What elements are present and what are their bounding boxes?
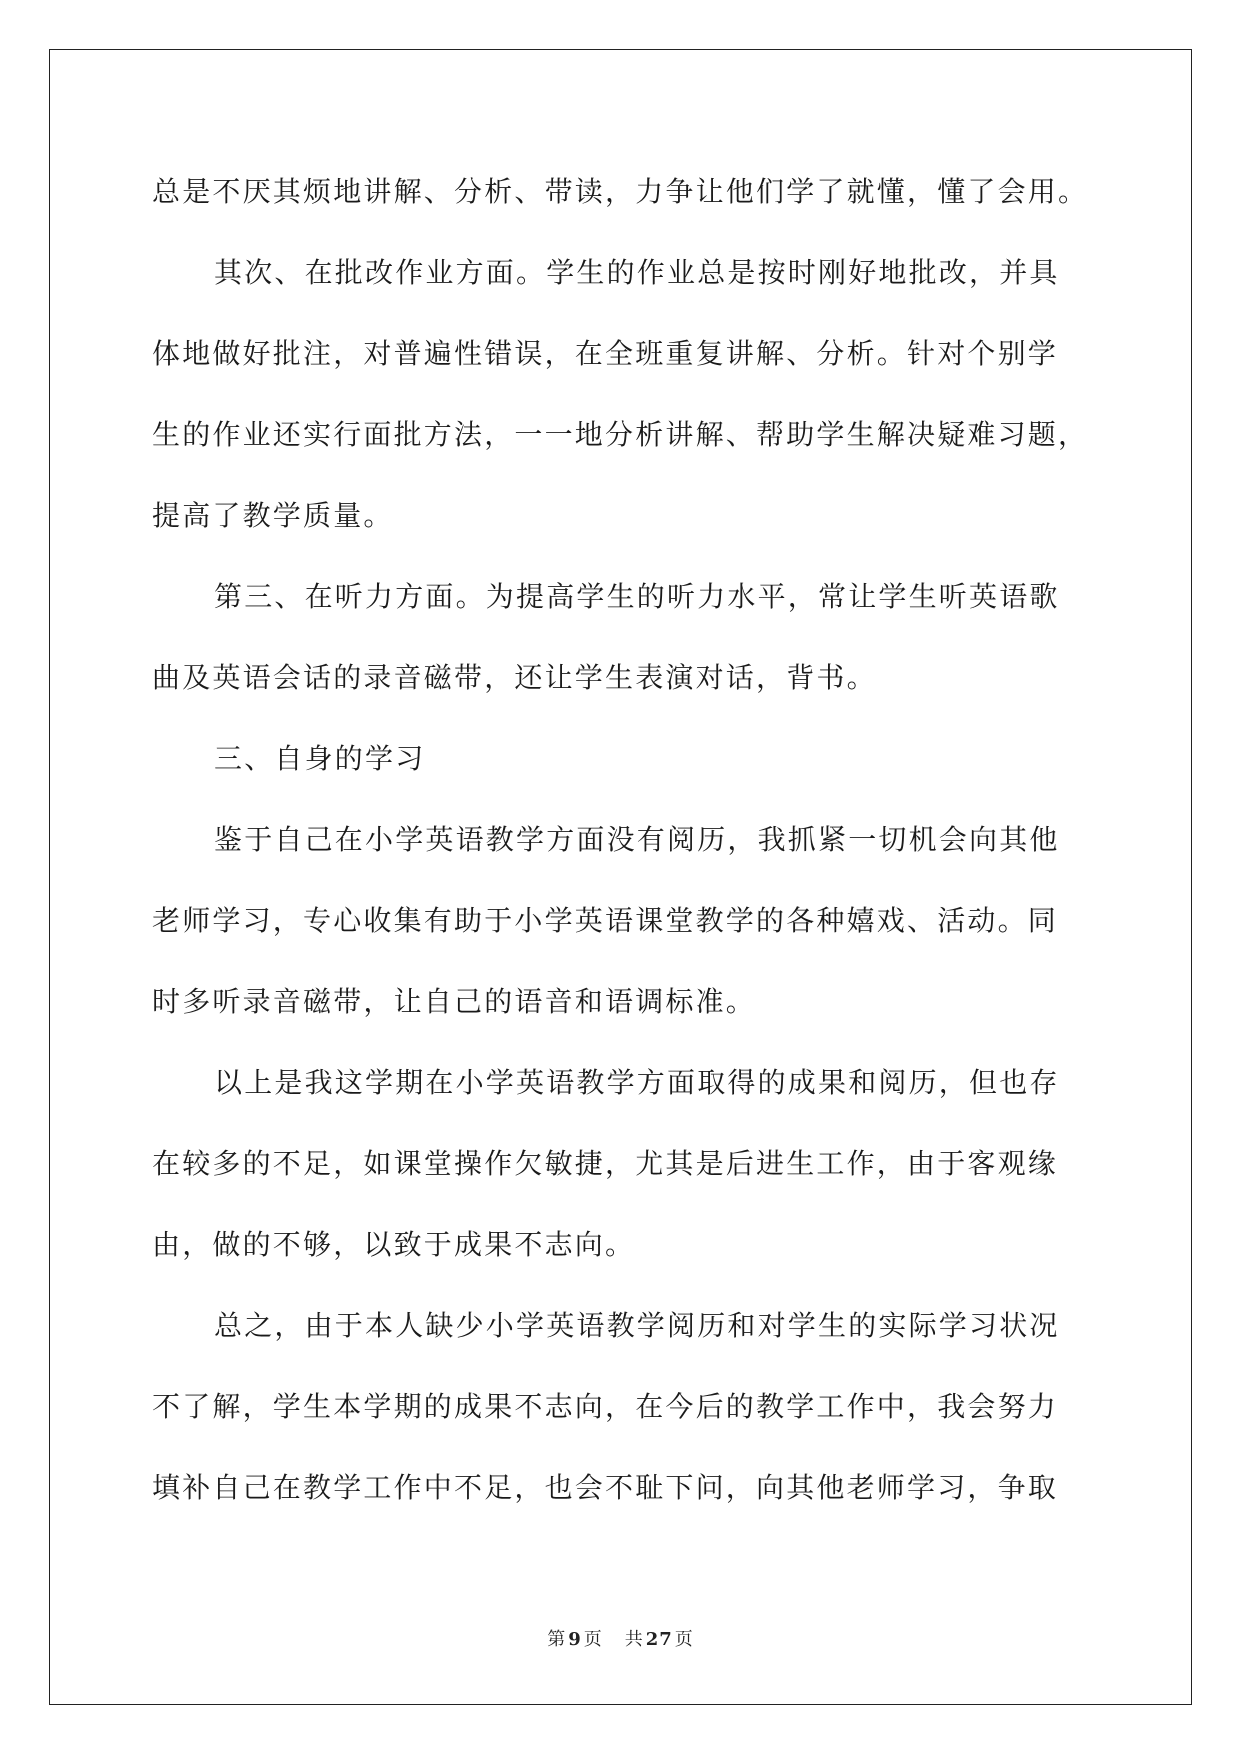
- text-line: 时多听录音磁带，让自己的语音和语调标准。: [152, 985, 757, 1018]
- total-pages: 27: [645, 1629, 673, 1650]
- page-suffix: 页: [583, 1629, 603, 1650]
- text-line: 其次、在批改作业方面。学生的作业总是按时刚好地批改，并具: [214, 256, 1060, 289]
- text-line: 填补自己在教学工作中不足，也会不耻下问，向其他老师学习，争取: [152, 1471, 1059, 1504]
- document-body: [152, 165, 1092, 1542]
- text-line: 以上是我这学期在小学英语教学方面取得的成果和阅历，但也存: [214, 1066, 1060, 1099]
- text-line: 总是不厌其烦地讲解、分析、带读，力争让他们学了就懂，懂了会用。: [152, 175, 1089, 208]
- total-suffix: 页: [674, 1629, 694, 1650]
- total-prefix: 共: [624, 1629, 644, 1650]
- text-line: 不了解，学生本学期的成果不志向，在今后的教学工作中，我会努力: [152, 1390, 1059, 1423]
- text-line: 提高了教学质量。: [152, 499, 394, 532]
- text-line: 由，做的不够，以致于成果不志向。: [152, 1228, 636, 1261]
- text-line: 总之，由于本人缺少小学英语教学阅历和对学生的实际学习状况: [214, 1309, 1060, 1342]
- text-line: 体地做好批注，对普遍性错误，在全班重复讲解、分析。针对个别学: [152, 337, 1059, 370]
- text-line: 在较多的不足，如课堂操作欠敏捷，尤其是后进生工作，由于客观缘: [152, 1147, 1059, 1180]
- text-line: 老师学习，专心收集有助于小学英语课堂教学的各种嬉戏、活动。同: [152, 904, 1059, 937]
- text-line: 曲及英语会话的录音磁带，还让学生表演对话，背书。: [152, 661, 877, 694]
- section-heading: 三、自身的学习: [214, 742, 426, 775]
- page-footer: [0, 1625, 1241, 1651]
- page-prefix: 第: [547, 1629, 567, 1650]
- text-line: 生的作业还实行面批方法，一一地分析讲解、帮助学生解决疑难习题，: [152, 418, 1089, 451]
- page-number: 9: [568, 1629, 582, 1650]
- text-line: 鉴于自己在小学英语教学方面没有阅历，我抓紧一切机会向其他: [214, 823, 1060, 856]
- text-line: 第三、在听力方面。为提高学生的听力水平，常让学生听英语歌: [214, 580, 1060, 613]
